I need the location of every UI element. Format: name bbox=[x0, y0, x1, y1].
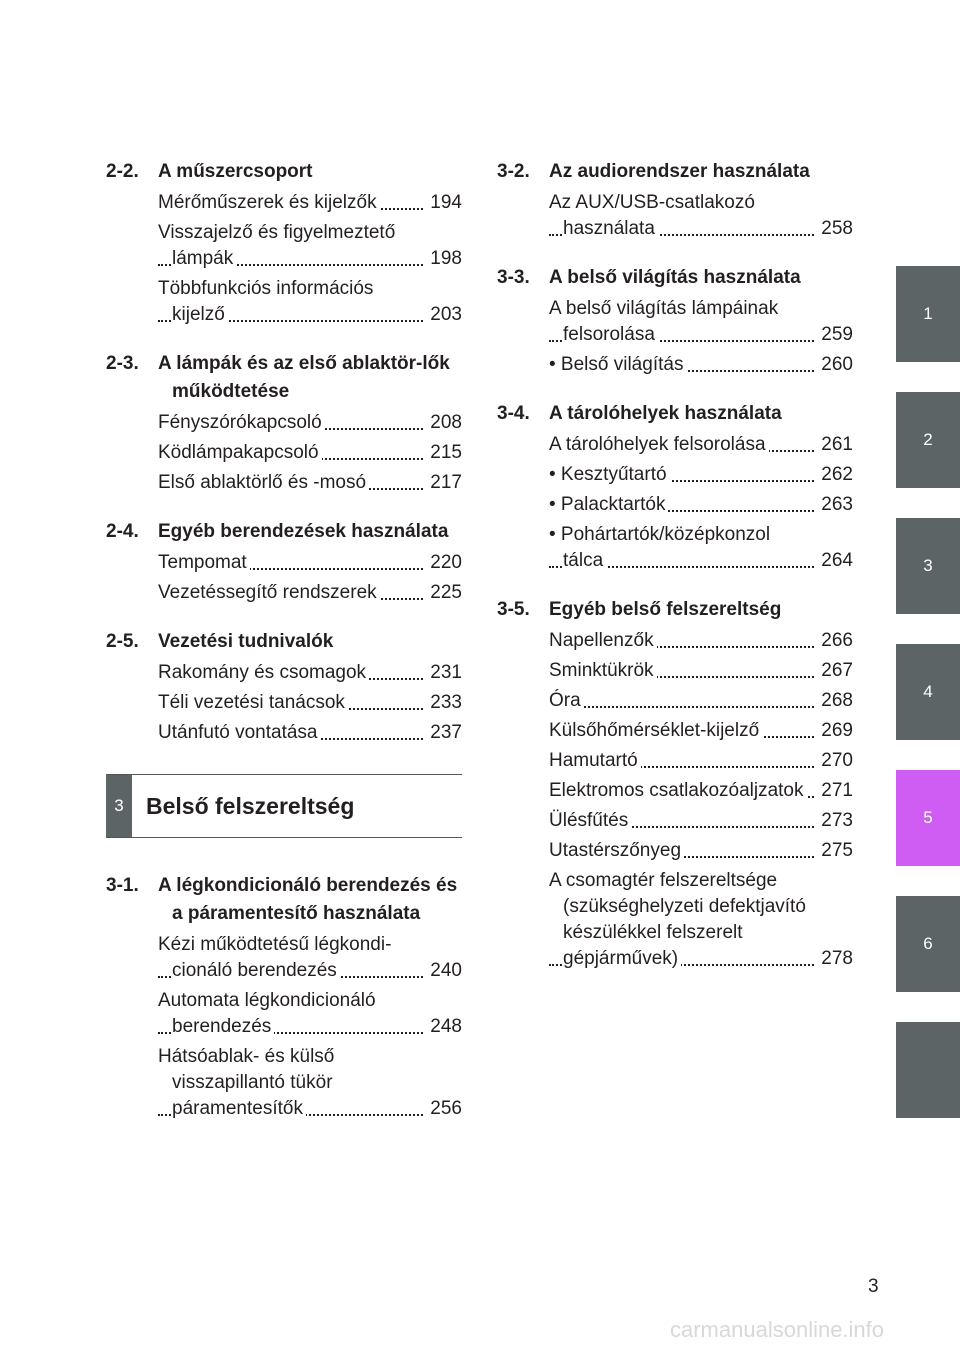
section-number: 2-2. bbox=[106, 161, 139, 182]
toc-entry[interactable] bbox=[549, 628, 853, 654]
toc-entry[interactable] bbox=[549, 352, 853, 378]
toc-entry[interactable] bbox=[549, 296, 853, 348]
entry-page-number: 215 bbox=[430, 442, 462, 463]
section-heading bbox=[106, 518, 462, 546]
toc-section bbox=[106, 350, 462, 496]
entry-text: Napellenzők bbox=[549, 630, 657, 651]
section-title: Egyéb berendezések használata bbox=[158, 521, 449, 542]
entry-page-number: 240 bbox=[430, 960, 462, 981]
section-heading bbox=[106, 350, 462, 406]
toc-section bbox=[106, 872, 462, 1122]
entry-text: Külsőhőmérséklet-kijelző bbox=[549, 720, 762, 741]
entry-text: • Palacktartók bbox=[549, 494, 668, 515]
toc-entry[interactable] bbox=[549, 492, 853, 518]
entry-page-number: 273 bbox=[821, 810, 853, 831]
section-heading bbox=[497, 400, 853, 428]
toc-entry[interactable] bbox=[158, 220, 462, 272]
entry-text: Ülésfűtés bbox=[549, 810, 631, 831]
section-heading bbox=[106, 158, 462, 186]
entry-text: Automata légkondicionáló berendezés bbox=[158, 990, 376, 1037]
toc-entry[interactable] bbox=[158, 470, 462, 496]
toc-entry[interactable] bbox=[549, 808, 853, 834]
entry-text: Többfunkciós információs kijelző bbox=[158, 278, 374, 325]
entry-text: Utánfutó vontatása bbox=[158, 722, 321, 743]
section-title: A légkondicionáló berendezés és a páramentesítő használata bbox=[158, 875, 458, 924]
entry-text-wrap bbox=[549, 808, 814, 834]
section-heading bbox=[497, 158, 853, 186]
toc-section bbox=[497, 264, 853, 378]
entry-page-number: 278 bbox=[821, 948, 853, 969]
entry-text-wrap bbox=[549, 296, 814, 348]
entry-page-number: 263 bbox=[821, 494, 853, 515]
toc-entry[interactable] bbox=[549, 838, 853, 864]
entry-text-wrap bbox=[158, 220, 423, 272]
toc-entry[interactable] bbox=[158, 580, 462, 606]
entry-page-number: 248 bbox=[430, 1016, 462, 1037]
toc-section bbox=[106, 158, 462, 328]
entry-text-wrap bbox=[158, 410, 423, 436]
toc-section bbox=[497, 158, 853, 242]
section-title: A belső világítás használata bbox=[549, 267, 801, 288]
toc-entry[interactable] bbox=[158, 1044, 462, 1122]
entry-text-wrap bbox=[158, 1044, 423, 1122]
section-number: 3-2. bbox=[497, 161, 530, 182]
entry-text: Visszajelző és figyelmeztető lámpák bbox=[158, 222, 396, 269]
section-heading bbox=[106, 872, 462, 928]
entry-page-number: 262 bbox=[821, 464, 853, 485]
entry-text: Vezetéssegítő rendszerek bbox=[158, 582, 380, 603]
entry-text: Kézi működtetésű légkondi-cionáló berendezés bbox=[158, 934, 392, 981]
entry-text-wrap bbox=[158, 580, 423, 606]
toc-entry[interactable] bbox=[549, 462, 853, 488]
entry-text: Hátsóablak- és külső visszapillantó tükör páramentesítők bbox=[158, 1046, 335, 1119]
toc-entry[interactable] bbox=[158, 720, 462, 746]
entry-text-wrap bbox=[158, 470, 423, 496]
section-number: 2-4. bbox=[106, 521, 139, 542]
entry-page-number: 275 bbox=[821, 840, 853, 861]
section-title: Egyéb belső felszereltség bbox=[549, 599, 782, 620]
section-number: 2-3. bbox=[106, 353, 139, 374]
entry-page-number: 266 bbox=[821, 630, 853, 651]
chapter-heading bbox=[106, 774, 462, 838]
entry-page-number: 260 bbox=[821, 354, 853, 375]
toc-entry[interactable] bbox=[549, 190, 853, 242]
entry-page-number: 220 bbox=[430, 552, 462, 573]
entry-text-wrap bbox=[549, 492, 814, 518]
entry-page-number: 231 bbox=[430, 662, 462, 683]
chapter-tab-1[interactable]: 1 bbox=[896, 266, 960, 362]
toc-section bbox=[106, 518, 462, 606]
section-number: 2-5. bbox=[106, 631, 139, 652]
section-heading bbox=[497, 596, 853, 624]
toc-entry[interactable] bbox=[549, 778, 853, 804]
section-heading bbox=[106, 628, 462, 656]
entry-text: Utastérszőnyeg bbox=[549, 840, 684, 861]
toc-left-column bbox=[106, 158, 462, 1144]
chapter-title: Belső felszereltség bbox=[146, 792, 355, 819]
left-sections bbox=[106, 158, 462, 746]
entry-text-wrap bbox=[549, 748, 814, 774]
left-after-chapter-sections bbox=[106, 872, 462, 1122]
chapter-tab-2[interactable]: 2 bbox=[896, 392, 960, 488]
entry-page-number: 208 bbox=[430, 412, 462, 433]
entry-page-number: 217 bbox=[430, 472, 462, 493]
entry-page-number: 258 bbox=[821, 218, 853, 239]
toc-entry[interactable] bbox=[549, 658, 853, 684]
entry-text: Mérőműszerek és kijelzők bbox=[158, 192, 380, 213]
entry-text-wrap bbox=[158, 550, 423, 576]
toc-entry[interactable] bbox=[158, 690, 462, 716]
entry-text: • Pohártartók/középkonzol tálca bbox=[549, 524, 771, 571]
entry-text-wrap bbox=[549, 778, 814, 804]
entry-page-number: 268 bbox=[821, 690, 853, 711]
toc-section bbox=[497, 596, 853, 972]
entry-text-wrap bbox=[158, 440, 423, 466]
entry-text: A csomagtér felszereltsége (szükséghelyzeti defektjavító készülékkel felszerelt gépjárművek) bbox=[549, 870, 806, 969]
right-sections bbox=[497, 158, 853, 972]
section-title: A lámpák és az első ablaktör-lők működtetése bbox=[158, 353, 450, 402]
entry-text-wrap bbox=[158, 690, 423, 716]
entry-text-wrap bbox=[158, 660, 423, 686]
entry-text: Rakomány és csomagok bbox=[158, 662, 369, 683]
toc-entry[interactable] bbox=[158, 276, 462, 328]
chapter-tab-6[interactable]: 6 bbox=[896, 896, 960, 992]
entry-text: Első ablaktörlő és -mosó bbox=[158, 472, 369, 493]
entry-page-number: 237 bbox=[430, 722, 462, 743]
entry-page-number: 259 bbox=[821, 324, 853, 345]
toc-entry[interactable] bbox=[158, 932, 462, 984]
entry-page-number: 267 bbox=[821, 660, 853, 681]
entry-page-number: 271 bbox=[821, 780, 853, 801]
toc-section bbox=[106, 628, 462, 746]
entry-text-wrap bbox=[158, 276, 423, 328]
entry-text-wrap bbox=[549, 190, 814, 242]
entry-text-wrap bbox=[549, 352, 814, 378]
page-number: 3 bbox=[868, 1276, 879, 1297]
entry-text-wrap bbox=[549, 658, 814, 684]
section-number: 3-3. bbox=[497, 267, 530, 288]
entry-page-number: 256 bbox=[430, 1098, 462, 1119]
chapter-tab-index[interactable] bbox=[896, 1022, 960, 1118]
entry-text-wrap bbox=[549, 838, 814, 864]
toc-entry[interactable] bbox=[549, 748, 853, 774]
entry-text-wrap bbox=[158, 720, 423, 746]
section-number: 3-5. bbox=[497, 599, 530, 620]
entry-page-number: 225 bbox=[430, 582, 462, 603]
section-number: 3-1. bbox=[106, 875, 139, 896]
entry-text-wrap bbox=[549, 432, 814, 458]
entry-text: • Belső világítás bbox=[549, 354, 686, 375]
toc-entry[interactable] bbox=[549, 718, 853, 744]
entry-text-wrap bbox=[549, 718, 814, 744]
chapter-tab-3[interactable]: 3 bbox=[896, 518, 960, 614]
toc-entry[interactable] bbox=[549, 522, 853, 574]
entry-text-wrap bbox=[549, 868, 814, 972]
watermark: carmanualsonline.info bbox=[670, 1317, 885, 1342]
toc-entry[interactable] bbox=[549, 868, 853, 972]
entry-text: A belső világítás lámpáinak felsorolása bbox=[549, 298, 779, 345]
toc-entry[interactable] bbox=[158, 440, 462, 466]
entry-text-wrap bbox=[158, 932, 423, 984]
entry-text: Tempomat bbox=[158, 552, 250, 573]
entry-text: A tárolóhelyek felsorolása bbox=[549, 434, 769, 455]
entry-page-number: 261 bbox=[821, 434, 853, 455]
entry-text-wrap bbox=[158, 988, 423, 1040]
toc-entry[interactable] bbox=[549, 432, 853, 458]
toc-entry[interactable] bbox=[158, 410, 462, 436]
entry-text: Hamutartó bbox=[549, 750, 641, 771]
section-title: A tárolóhelyek használata bbox=[549, 403, 782, 424]
entry-text: • Kesztyűtartó bbox=[549, 464, 670, 485]
entry-text: Fényszórókapcsoló bbox=[158, 412, 325, 433]
entry-page-number: 203 bbox=[430, 304, 462, 325]
entry-text: Óra bbox=[549, 690, 584, 711]
section-title: A műszercsoport bbox=[158, 161, 313, 182]
entry-text-wrap bbox=[549, 522, 814, 574]
section-title: Vezetési tudnivalók bbox=[158, 631, 334, 652]
toc-right-column bbox=[497, 158, 853, 994]
entry-page-number: 270 bbox=[821, 750, 853, 771]
entry-page-number: 264 bbox=[821, 550, 853, 571]
entry-text: Ködlámpakapcsoló bbox=[158, 442, 322, 463]
entry-text-wrap bbox=[549, 628, 814, 654]
entry-text: Elektromos csatlakozóaljzatok bbox=[549, 780, 807, 801]
entry-text: Sminktükrök bbox=[549, 660, 657, 681]
entry-page-number: 194 bbox=[430, 192, 462, 213]
toc-entry[interactable] bbox=[158, 660, 462, 686]
chapter-tab-4[interactable]: 4 bbox=[896, 644, 960, 740]
section-number: 3-4. bbox=[497, 403, 530, 424]
toc-entry[interactable] bbox=[158, 190, 462, 216]
section-title: Az audiorendszer használata bbox=[549, 161, 810, 182]
entry-page-number: 269 bbox=[821, 720, 853, 741]
entry-text-wrap bbox=[158, 190, 423, 216]
toc-entry[interactable] bbox=[158, 550, 462, 576]
entry-text: Az AUX/USB-csatlakozó használata bbox=[549, 192, 755, 239]
entry-text-wrap bbox=[549, 688, 814, 714]
entry-page-number: 198 bbox=[430, 248, 462, 269]
toc-entry[interactable] bbox=[158, 988, 462, 1040]
toc-entry[interactable] bbox=[549, 688, 853, 714]
section-heading bbox=[497, 264, 853, 292]
toc-section bbox=[497, 400, 853, 574]
entry-text-wrap bbox=[549, 462, 814, 488]
entry-text: Téli vezetési tanácsok bbox=[158, 692, 348, 713]
entry-page-number: 233 bbox=[430, 692, 462, 713]
chapter-number: 3 bbox=[106, 775, 132, 837]
chapter-tab-5[interactable]: 5 bbox=[896, 770, 960, 866]
